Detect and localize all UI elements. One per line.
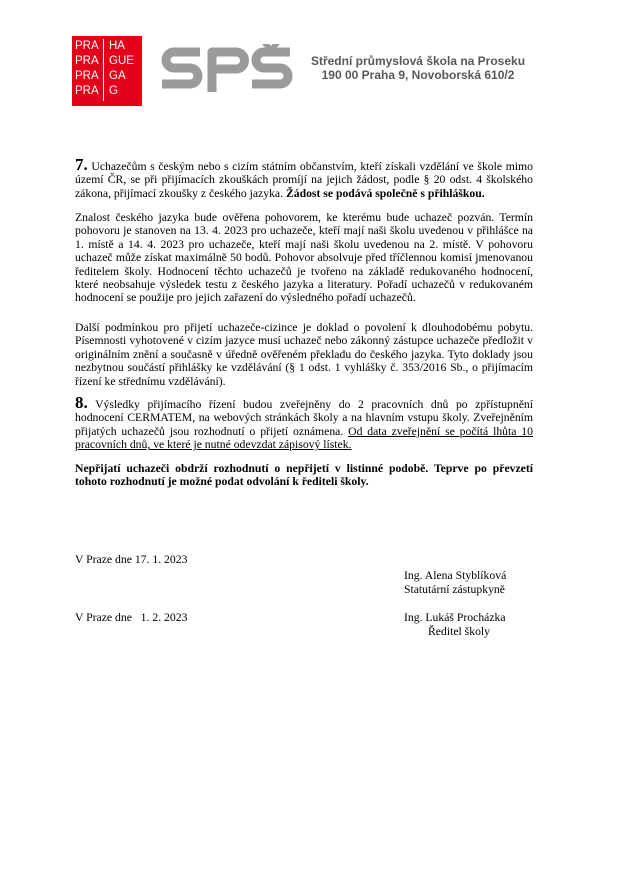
- section-number: 7.: [75, 155, 88, 174]
- school-address: 190 00 Praha 9, Novoborská 610/2: [321, 68, 515, 82]
- paragraph-text: Uchazečům s českým nebo s cizím státním občanstvím, kteří získali vzdělání ve škole mimo území ČR, se při přijímacích zkouškách promíjí na jejich žádost, podle § 20 odst. 4 školského zákona, přijímací zkoušky z českého jazyka.: [75, 160, 533, 200]
- section-number: 8.: [75, 393, 88, 412]
- section-7-paragraph-3: Další podmínkou pro přijetí uchazeče-cizince je doklad o povolení k dlouhodobému pobytu. Písemnosti vyhotovené v cizím jazyce musí uchazeč nebo zákonný zástupce uchazeče předložit v originálním znění a současně v úředně ověřeném překladu do českého jazyka. Tyto doklady jsou nezbytnou součástí přihlášky ke vzdělávání (§ 1 odst. 1 vyhlášky č. 353/2016 Sb., o přijímacím řízení ke střednímu vzdělávání).: [75, 321, 533, 388]
- section-8-paragraph-1: [75, 393, 533, 452]
- signatory-role: Statutární zástupkyně: [404, 583, 505, 596]
- praha-logo-row: PRA GA: [75, 70, 126, 82]
- sps-logo: [160, 44, 296, 96]
- signatory-name: Ing. Alena Styblíková: [404, 569, 507, 582]
- signature-date: V Praze dne 17. 1. 2023: [75, 553, 188, 566]
- praha-logo-row: PRA G: [75, 85, 118, 97]
- school-header: [300, 54, 536, 82]
- signatory-role: Ředitel školy: [428, 625, 491, 638]
- paragraph-bold-text: Žádost se podává společně s přihláškou.: [285, 186, 485, 200]
- section-7-paragraph-1: [75, 155, 533, 200]
- praha-logo-row: PRA HA: [75, 40, 125, 52]
- paragraph-underlined-text: Od data zveřejnění se počítá lhůta 10 pracovních dnů, ve které je nutné odevzdat zápisový lístek.: [75, 424, 533, 452]
- signatory-name: Ing. Lukáš Procházka: [404, 611, 506, 624]
- praha-logo-row: PRA GUE: [75, 55, 134, 67]
- section-8-paragraph-2: Nepřijatí uchazeči obdrží rozhodnutí o nepřijetí v listinné podobě. Teprve po převzetí tohoto rozhodnutí je možné podat odvolání k řediteli školy.: [75, 462, 533, 489]
- paragraph-text: Výsledky přijímacího řízení budou zveřejněny do 2 pracovních dnů po zpřístupnění hodnocení CERMATEM, na webových stránkách školy a na hlavním vstupu školy. Zveřejněním přijatých uchazečů jsou rozhodnutí o přijetí oznámena.: [75, 398, 533, 438]
- praha-logo: [72, 36, 142, 106]
- section-7-paragraph-2: Znalost českého jazyka bude ověřena pohovorem, ke kterému bude uchazeč pozván. Termín pohovoru je stanoven na 13. 4. 2023 pro uchazeče, kteří mají naši školu uvedenou v přihlášce na 1. místě a 14. 4. 2023 pro uchazeče, kteří mají naši školu uvedenou na 2. místě. V pohovoru uchazeč může získat maximálně 50 bodů. Pohovor absolvuje před tříčlennou komisí jmenovanou ředitelem školy. Hodnocení těchto uchazečů je tvořeno na základě redukovaného hodnocení, které neobsahuje výsledek testu z českého jazyka a literatury. Pořadí uchazečů v redukovaném hodnocení se použije pro jejich zařazení do výsledného pořadí uchazečů.: [75, 211, 533, 305]
- school-name: Střední průmyslová škola na Proseku: [310, 54, 526, 68]
- signature-date: V Praze dne 1. 2. 2023: [75, 611, 188, 624]
